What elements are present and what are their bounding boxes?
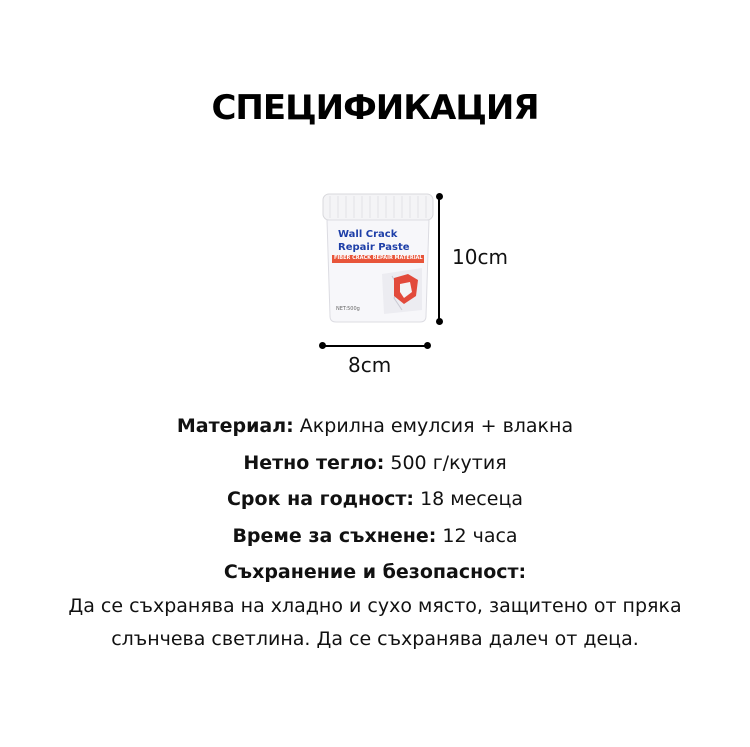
spec-label: Нетно тегло:	[243, 451, 385, 474]
width-label: 8cm	[348, 353, 392, 377]
spec-value: 18 месеца	[414, 488, 524, 510]
spec-label: Срок на годност:	[226, 488, 415, 510]
height-dimension-top-dot	[436, 193, 443, 200]
spec-row-drying-time	[0, 518, 750, 555]
width-dimension-right-dot	[424, 342, 431, 349]
spec-row-storage-safety	[0, 554, 750, 591]
storage-note: Да се съхранява на хладно и сухо място, защитено от пряка слънчева светлина. Да се съхранява далеч от деца.	[68, 595, 682, 650]
spec-row-shelf-life	[0, 481, 750, 518]
specifications-list	[0, 408, 750, 591]
spec-label: Материал:	[176, 415, 294, 437]
spec-value: 500 г/кутия	[384, 451, 507, 474]
height-dimension-bottom-dot	[436, 318, 443, 325]
spec-label: Време за съхнене:	[232, 524, 437, 547]
width-dimension-line	[322, 345, 428, 347]
jar-net-text: NET:500g	[336, 306, 360, 312]
jar-band-text: FIBER CRACK REPAIR MATERIAL	[334, 255, 423, 261]
height-label: 10cm	[452, 245, 508, 269]
spec-label: Съхранение и безопасност:	[223, 561, 527, 583]
spec-value: 12 часа	[436, 524, 518, 547]
spec-row-net-weight	[0, 445, 750, 482]
spec-row-material	[0, 408, 750, 445]
page-title: СПЕЦИФИКАЦИЯ	[211, 88, 539, 128]
spec-value: Акрилна емулсия + влакна	[293, 415, 574, 437]
width-dimension-left-dot	[319, 342, 326, 349]
jar-label-line1: Wall Crack	[338, 229, 398, 240]
height-dimension-line	[438, 196, 440, 321]
jar-label-line2: Repair Paste	[338, 242, 410, 253]
